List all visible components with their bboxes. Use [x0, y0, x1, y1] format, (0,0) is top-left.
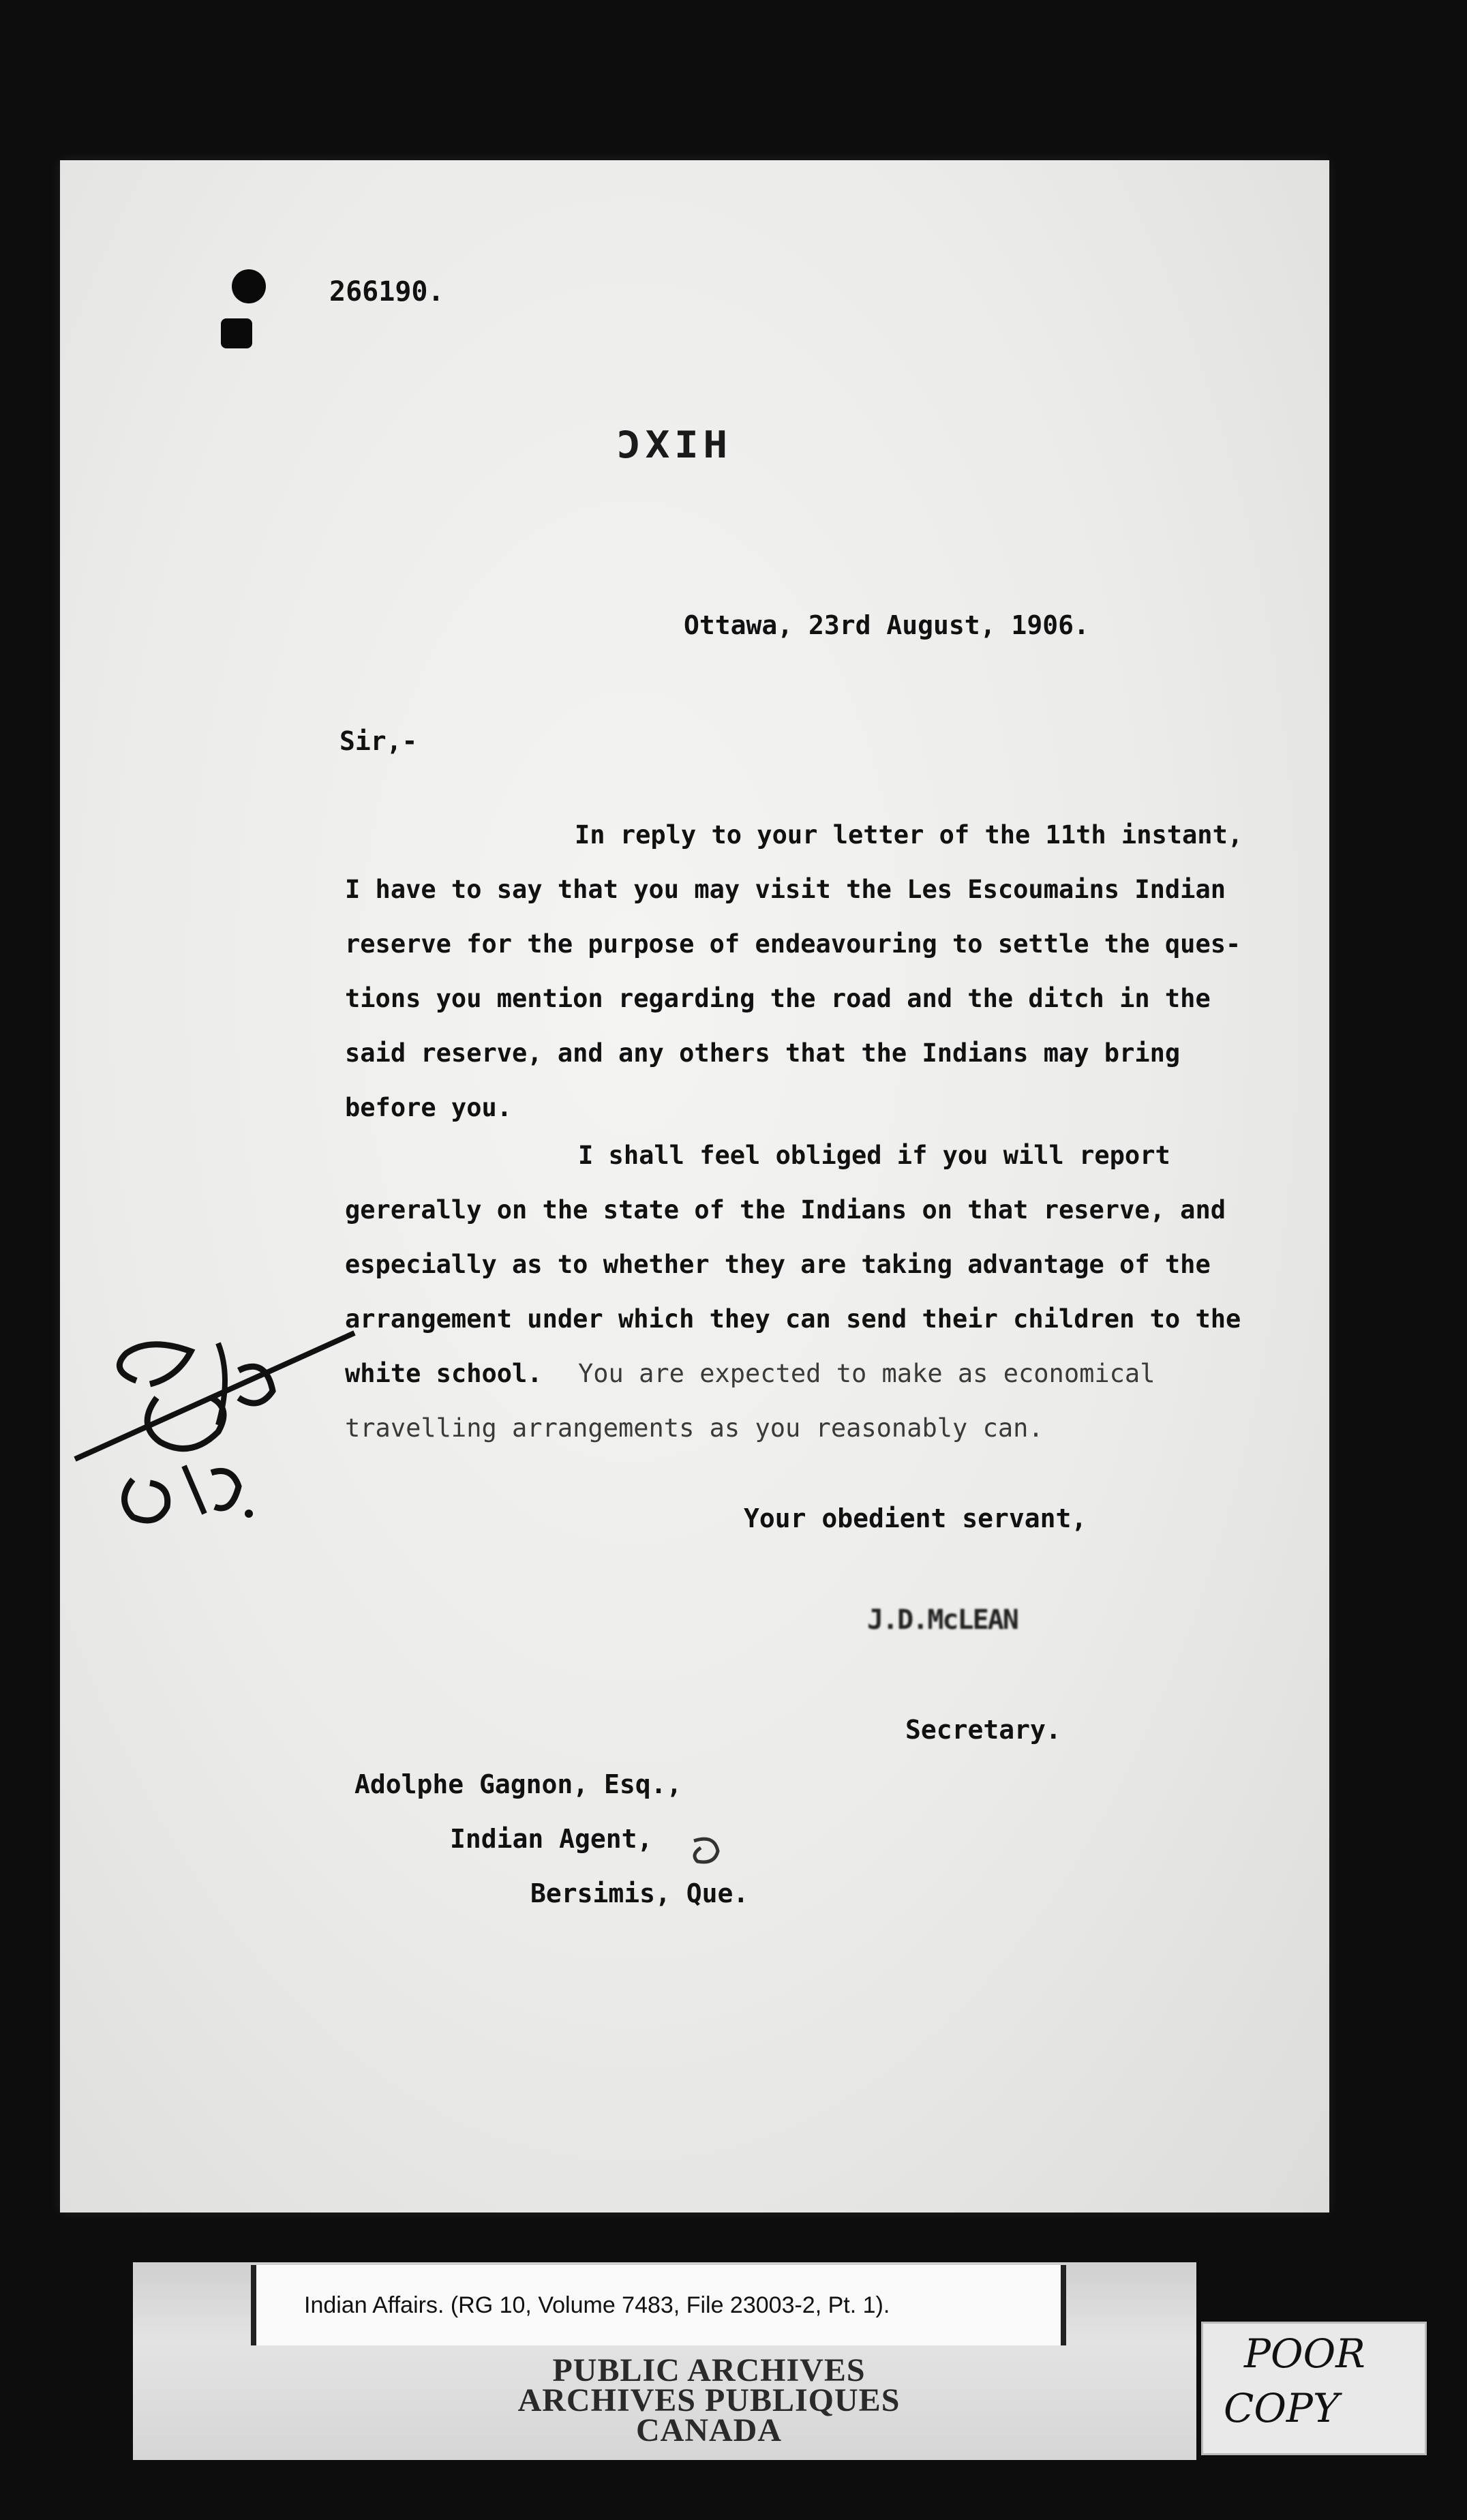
body-line: In reply to your letter of the 11th instant, [575, 820, 1243, 850]
header-mark: ƆXIH [616, 423, 732, 466]
addressee-name: Adolphe Gagnon, Esq., [354, 1769, 682, 1799]
body-line: reserve for the purpose of endeavouring to settle the ques- [345, 929, 1241, 959]
stamp-line: CANADA [636, 2412, 782, 2448]
binding-hole-top [232, 269, 266, 303]
signatory-title: Secretary. [905, 1715, 1061, 1745]
body-line: I have to say that you may visit the Les Escoumains Indian [345, 875, 1226, 904]
body-line: said reserve, and any others that the Indians may bring [345, 1038, 1181, 1068]
body-line: white school. [345, 1359, 543, 1388]
poor-copy-line2: COPY [1224, 2385, 1340, 2431]
body-line: tions you mention regarding the road and the ditch in the [345, 984, 1211, 1013]
addressee-position: Indian Agent, [450, 1824, 653, 1854]
citation-label [251, 2265, 1066, 2345]
salutation: Sir,- [339, 726, 418, 756]
body-line: before you. [345, 1093, 513, 1122]
addressee-location: Bersimis, Que. [530, 1878, 749, 1908]
body-line: arrangement under which they can send their children to the [345, 1304, 1241, 1334]
body-line: gererally on the state of the Indians on that reserve, and [345, 1195, 1226, 1225]
binding-hole-bottom [221, 318, 252, 348]
body-line: I shall feel obliged if you will report [578, 1141, 1170, 1170]
stamp-line: PUBLIC ARCHIVES [552, 2352, 866, 2388]
handwritten-mark [687, 1834, 728, 1868]
dateline: Ottawa, 23rd August, 1906. [684, 610, 1089, 640]
body-line: travelling arrangements as you reasonably can. [345, 1413, 1044, 1443]
poor-copy-line1: POOR [1244, 2330, 1365, 2377]
archives-stamp [409, 2352, 1009, 2448]
closing: Your obedient servant, [744, 1503, 1087, 1533]
poor-copy-label [1201, 2322, 1427, 2455]
signature: J.D.McLEAN [867, 1604, 1018, 1636]
body-line: You are expected to make as economical [578, 1359, 1155, 1388]
stamp-line: ARCHIVES PUBLIQUES [517, 2382, 901, 2418]
citation-text: Indian Affairs. (RG 10, Volume 7483, File 23003-2, Pt. 1). [304, 2292, 890, 2318]
margin-annotation [14, 1173, 368, 1609]
body-line: especially as to whether they are taking advantage of the [345, 1250, 1211, 1279]
file-number: 266190. [329, 276, 444, 308]
